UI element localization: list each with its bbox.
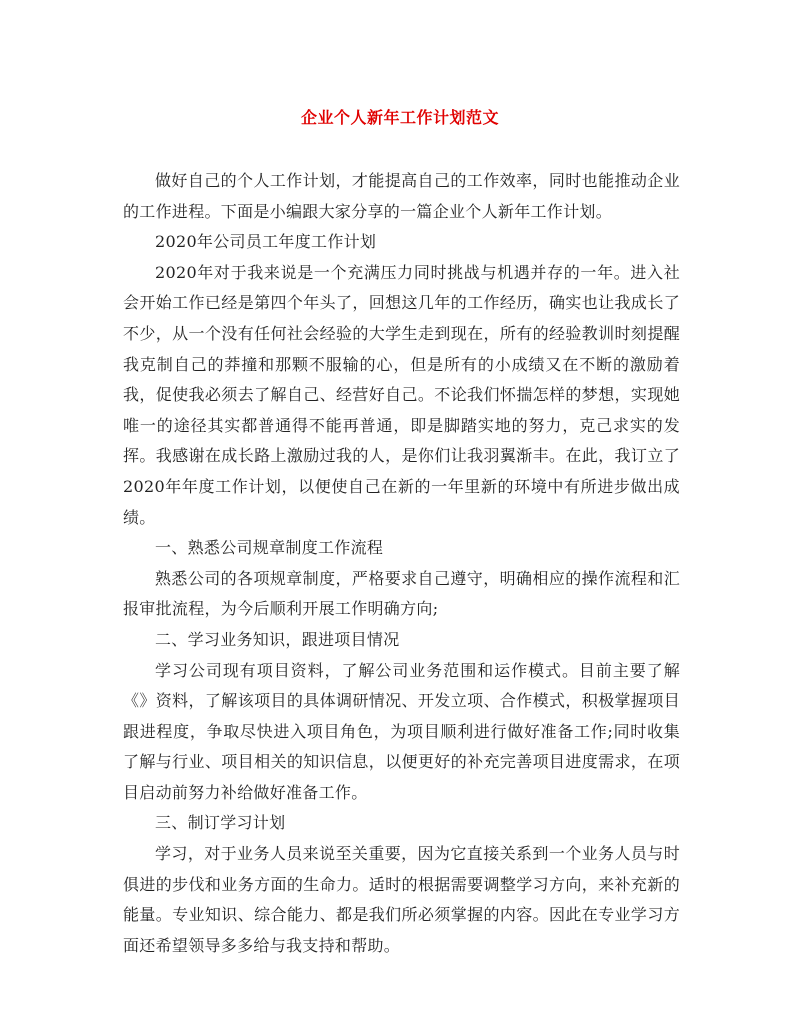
paragraph-plan-heading: 2020年公司员工年度工作计划 bbox=[155, 232, 377, 252]
paragraph-section-2: 学习公司现有项目资料，了解公司业务范围和运作模式。目前主要了解《》资料，了解该项目的具体调研情况、开发立项、合作模式，积极掌握项目跟进程度，争取尽快进入项目角色，为项目顺利进行做好准备工作;同时收集了解与行业、项目相关的知识信息，以便更好的补充完善项目进度需求，在项目启动前努力补给做好准备工作。 bbox=[123, 660, 680, 802]
paragraph-section-3: 学习，对于业务人员来说至关重要，因为它直接关系到一个业务人员与时俱进的步伐和业务方面的生命力。适时的根据需要调整学习方向，来补充新的能量。专业知识、综合能力、都是我们所必须掌握的内容。因此在专业学习方面还希望领导多多给与我支持和帮助。 bbox=[123, 844, 680, 955]
section-heading-1: 一、熟悉公司规章制度工作流程 bbox=[155, 538, 384, 558]
section-heading-3: 三、制订学习计划 bbox=[155, 813, 286, 833]
section-heading-2: 二、学习业务知识，跟进项目情况 bbox=[155, 629, 400, 649]
paragraph-reflection: 2020年对于我来说是一个充满压力同时挑战与机遇并存的一年。进入社会开始工作已经是第四个年头了，回想这几年的工作经历，确实也让我成长了不少，从一个没有任何社会经验的大学生走到现在，所有的经验教训时刻提醒我克制自己的莽撞和那颗不服输的心，但是所有的小成绩又在不断的激励着我，促使我必须去了解自己、经营好自己。不论我们怀揣怎样的梦想，实现她唯一的途径其实都普通得不能再普通，即是脚踏实地的努力，克己求实的发挥。我感谢在成长路上激励过我的人，是你们让我羽翼渐丰。在此，我订立了2020年年度工作计划，以便使自己在新的一年里新的环境中有所进步做出成绩。 bbox=[123, 262, 680, 527]
document-body bbox=[123, 166, 680, 961]
paragraph-intro: 做好自己的个人工作计划，才能提高自己的工作效率，同时也能推动企业的工作进程。下面是小编跟大家分享的一篇企业个人新年工作计划。 bbox=[123, 171, 680, 221]
paragraph-section-1: 熟悉公司的各项规章制度，严格要求自己遵守，明确相应的操作流程和汇报审批流程，为今后顺利开展工作明确方向; bbox=[123, 568, 680, 619]
document-title: 企业个人新年工作计划范文 bbox=[300, 108, 499, 127]
